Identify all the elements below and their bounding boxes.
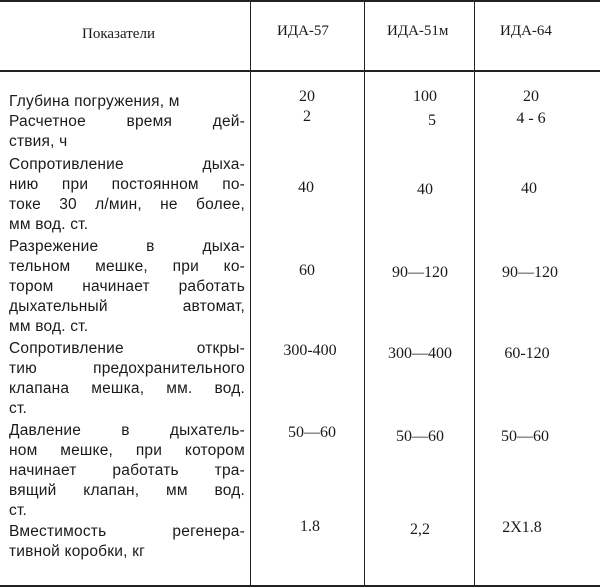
label-line: токе 30 л/мин, не более, xyxy=(9,196,245,213)
value-ida-57: 60 xyxy=(299,262,315,279)
header-ida-57: ИДА-57 xyxy=(277,23,329,39)
header-rule xyxy=(0,70,600,72)
label-line: ст. xyxy=(9,400,28,417)
value-ida-64: 90—120 xyxy=(502,264,558,281)
value-ida-57: 1.8 xyxy=(300,518,320,535)
label-line: нию при постоянном по- xyxy=(9,176,245,193)
label-line: тивной коробки, кг xyxy=(9,543,145,560)
row-label-safety-valve xyxy=(9,339,245,419)
row-label-relief-valve xyxy=(9,421,245,521)
value-ida-64: 2X1.8 xyxy=(502,519,542,536)
value-ida-51m: 50—60 xyxy=(396,428,444,445)
value-ida-64: 40 xyxy=(521,180,537,197)
value-ida-51m: 90—120 xyxy=(392,264,448,281)
label-line: мм вод. ст. xyxy=(9,318,89,335)
column-divider xyxy=(474,0,475,586)
label-line: Расчетное время дей- xyxy=(9,113,245,130)
label-line: дыхательный автомат, xyxy=(9,298,245,315)
column-divider xyxy=(250,0,251,586)
value-ida-51m: 5 xyxy=(428,112,436,129)
label-line: вящий клапан, мм вод. xyxy=(9,482,245,499)
table-top-rule xyxy=(0,0,600,2)
value-ida-51m: 2,2 xyxy=(410,521,430,538)
value-ida-51m: 100 xyxy=(413,88,437,105)
header-ida-64: ИДА-64 xyxy=(500,23,552,39)
label-line: ствия, ч xyxy=(9,133,68,150)
label-line: Вместимость регенера- xyxy=(9,523,245,540)
value-ida-57: 300-400 xyxy=(283,342,337,359)
value-ida-64: 4 - 6 xyxy=(516,110,546,127)
label-line: Сопротивление дыха- xyxy=(9,156,245,173)
label-line: мм вод. ст. xyxy=(9,216,89,233)
value-ida-64: 60-120 xyxy=(504,345,550,362)
column-divider xyxy=(364,0,365,586)
label-line: ст. xyxy=(9,502,28,519)
value-ida-57: 50—60 xyxy=(288,424,336,441)
value-ida-57: 40 xyxy=(298,179,314,196)
label-line: тию предохранительного xyxy=(9,360,245,377)
label-line: Разрежение в дыха- xyxy=(9,238,245,255)
label-line: Давление в дыхатель- xyxy=(9,422,245,439)
header-ida-51m: ИДА-51м xyxy=(387,23,449,39)
value-ida-64: 50—60 xyxy=(501,428,549,445)
label-line: ном мешке, при котором xyxy=(9,442,245,459)
value-ida-51m: 40 xyxy=(417,181,433,198)
value-ida-51m: 300—400 xyxy=(388,345,452,362)
row-label-vacuum xyxy=(9,237,245,337)
label-line: клапана мешка, мм. вод. xyxy=(9,380,245,397)
table-bottom-rule xyxy=(0,585,600,587)
label-line: начинает работать тра- xyxy=(9,462,245,479)
row-label-breathing-resistance xyxy=(9,155,245,235)
value-ida-64: 20 xyxy=(523,88,539,105)
header-parameters: Показатели xyxy=(82,26,155,42)
row-label-canister-capacity xyxy=(9,522,245,562)
value-ida-57: 20 xyxy=(299,88,315,105)
value-ida-57: 2 xyxy=(303,108,311,125)
label-line: тором начинает работать xyxy=(9,278,245,295)
label-line: тельном мешке, при ко- xyxy=(9,258,245,275)
label-line: Глубина погружения, м xyxy=(9,93,180,110)
row-label-duration xyxy=(9,112,245,152)
label-line: Сопротивление откры- xyxy=(9,340,245,357)
row-label-depth xyxy=(9,92,245,112)
